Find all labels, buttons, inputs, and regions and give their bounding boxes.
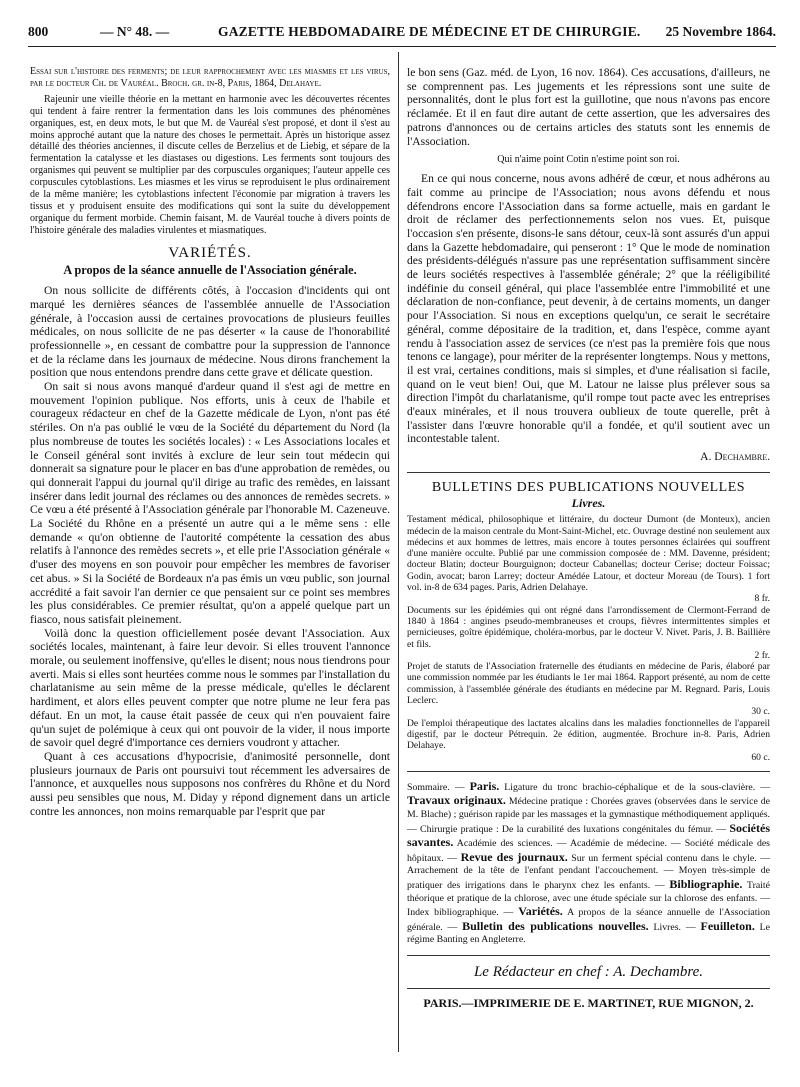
- sommaire-heading: Revue des journaux.: [460, 849, 568, 864]
- article-paragraph-2: On sait si nous avons manqué d'ardeur quand il s'est agi de mettre en mouvement l'opinion publique. Nos efforts, unis à ceux de l'habile et courageux rédacteur en chef de la Gazette médicale de Lyon, n'ont pas été stériles. On n'a pas oublié le vœu de la Société du département du Nord (la plus nombreuse de toutes les sociétés locales) : « Les Associations locales et le Conseil général sont invités à exclure de leur sein tout médecin qui donnerait sa signature pour le placer en bas d'une approbation de remèdes, ou qui donnerait l'appui du journal qu'il dirige au trafic des remèdes, en laissant insérer dans ledit journal des réclames ou des annonces de remèdes secrets. » Ce vœu a été présenté à l'Association générale par l'honorable M. Cazeneuve. La Société du Rhône en a présenté un autre qui a le même sens : elle demande « qu'on obtienne de l'autorité compétente la cessation des abus relatifs à l'annonce des remèdes secrets », et elle prie l'Association générale « d'user des moyens en son pouvoir pour empêcher les membres de favoriser cet abus. » Si la Société de Bordeaux n'a pas émis un vœu public, son journal accrédité a fait savoir l'an dernier ce que pensaient sur ce point ses membres les plus considérables. Ce premier résultat, qu'on a appelé quelque part un fiasco, nous satisfait pleinement.: [30, 380, 390, 626]
- bulletin-entry-text: Projet de statuts de l'Association fraternelle des étudiants en médecine de Paris, élaboré par une commission nommée par les étudiants le 1er mai 1864. Rapport présenté, au nom de cette commission, à l'assemblée générale des étudiants en médecine par M. Regnard. Paris, Louis Leclerc.: [407, 661, 770, 707]
- sommaire-text: Ligature du tronc brachio-céphalique et de la sous-clavière. —: [499, 781, 770, 793]
- left-column: [30, 66, 390, 819]
- sommaire-text: Le régime Banting en Angleterre.: [407, 921, 770, 946]
- journal-title: GAZETTE HEBDOMADAIRE DE MÉDECINE ET DE CHIRURGIE.: [218, 24, 641, 39]
- right-column: [407, 66, 770, 1010]
- separator-rule: [407, 472, 770, 473]
- bulletin-entry-price: 8 fr.: [754, 593, 770, 605]
- section-varietes: VARIÉTÉS.: [168, 244, 252, 261]
- separator-rule: [407, 988, 770, 989]
- bulletin-entry: [407, 718, 770, 763]
- sommaire-text: Livres. —: [648, 921, 701, 933]
- issue-number: — N° 48. —: [100, 24, 170, 39]
- bulletin-entry-price: 30 c.: [751, 706, 770, 718]
- article-paragraph-1: On nous sollicite de différents côtés, à l'occasion d'incidents qui ont marqué les dernières séances de l'assemblée annuelle de l'Association générale, à l'occasion aussi de certaines provocations de plusieurs feuilles médicales, on nous sollicite de ne pas déserter « la cause de l'honorabilité professionnelle », en cessant de combattre pour la suppression de l'annonce et de la réclame dans les journaux de médecine. Nous dirons franchement la position que nous entendons prendre dans cette grave et délicate question.: [30, 284, 390, 380]
- sommaire-heading: Variétés.: [518, 904, 563, 919]
- article-subtitle: A propos de la séance annuelle de l'Association générale.: [63, 263, 357, 278]
- bulletin-entry-text: Documents sur les épidémies qui ont régné dans l'arrondissement de Clermont-Ferrand de 1840 à 1864 : angines pseudo-membraneuses et croups, fièvres intermittentes simples et pernicieuses, goître épidémique, choléra-morbus, par le docteur V. Nivet. Paris, J. B. Baillière et fils.: [407, 604, 770, 650]
- header-rule: [28, 46, 776, 47]
- bulletin-entry: [407, 514, 770, 604]
- sommaire-text: Académie des sciences. — Académie de médecine. — Société médicale des hôpitaux. —: [407, 838, 770, 864]
- sommaire-text: Sur un ferment spécial contenu dans le chyle. — Arrachement de la tête de l'enfant pendant l'accouchement. — Moyen très-simple de pratiquer des irrigations dans le pharynx chez les enfants. —: [407, 852, 770, 891]
- sommaire: [407, 780, 770, 947]
- column-divider: [398, 52, 399, 1052]
- sommaire-heading: Travaux originaux.: [407, 793, 506, 808]
- sommaire-text: Médecine pratique : Chorées graves (observées dans le service de M. Blache) ; guérison rapide par les massages et la gymnastique méthodiquement appliqués. — Chirurgie pratique : De la curabilité des luxations congénitales du fémur. —: [407, 796, 770, 835]
- article-paragraph-4: Quant à ces accusations d'hypocrisie, d'animosité personnelle, dont plusieurs journaux de Paris ont poursuivi tout récemment les adversaires de l'annonce, et auxquelles nous supposons nos confrères du Rhône et du Nord aussi peu sensibles que nous, M. Diday y répond dignement dans un article contre les annonces, non moins remarquable par l'esprit que par: [30, 750, 390, 818]
- article-paragraph-5: En ce qui nous concerne, nous avons adhéré de cœur, et nous adhérons au fait comme au principe de l'Association; nous avons défendu et nous défendrons encore l'Association dans sa forme actuelle, mais en gardant le droit de réclamer des perfectionnements selon nos vues. Et, puisque l'occasion s'en présente, disons-le sans détour, ceux-là sont assurés d'un appui dans la Gazette hebdomadaire, qui penseront : 1° Que le mode de nomination des présidents-délégués n'assure pas une représentation suffisamment sincère de leurs sociétés respectives à l'assemblée générale; 2° que la rééligibilité indéfinie du conseil général, qui place l'assemblée entre l'immobilité et une déclaration de non-confiance, peut devenir, à de certains moments, un danger pour l'Association. Si nous en exceptions quelqu'un, ce serait le secrétaire général, comme dépositaire de la tradition, et, dans l'espèce, comme ayant rendu à l'association assez de services (ce n'est pas la première fois que nous tenons ce langage), pour mériter de la représenter longtemps. Nous y mettons, il est vrai, certaines conditions, mais si simples, et d'une réalisation si facile, quand on le veut bien! Oui, que M. Latour ne laisse plus prélever sous sa direction l'impôt du charlatanisme, qu'il rompe tout pacte avec les entreprises d'eaux minérales, et il nous trouvera oublieux de toute querelle, prêt à l'assister dans l'œuvre honorable qu'il a fondée, et qu'il soutient avec un incontestable talent.: [407, 172, 770, 446]
- imprimerie-line: PARIS.—IMPRIMERIE DE E. MARTINET, RUE MIGNON, 2.: [423, 995, 754, 1010]
- separator-rule: [407, 771, 770, 772]
- essai-body: Rajeunir une vieille théorie en la mettant en harmonie avec les découvertes récentes qui tendent à faire rentrer la fermentation dans les lois communes des phénomènes organiques, est, en deux mots, le but que M. de Vauréal s'est proposé, et dont il s'est au moins approché autant que la nature des choses le permettait. Après un historique assez détaillé des théories anciennes, il discute celles de Berzelius et de Liebig, et sépare de la fermentation la catalysse et les diastases ou digestions. Les ferments sont toujours des organismes qui peuvent se multiplier par des corpuscules organiques; l'auteur appelle ces corpuscules cytoblastions. Les miasmes et les virus se reproduisent le plus ordinairement de la même manière; les cytoblastions infectent l'économie par migration à travers les tissus et y produisent ensuite des modifications qui sont la suite du développement organique du ferment morbide. Chemin faisant, M. de Vauréal touche à divers points de l'histoire générale des maladies virulentes et miasmatiques.: [30, 93, 390, 236]
- sommaire-text: Sommaire. —: [407, 781, 470, 793]
- sommaire-text: A propos de la séance annuelle de l'Association générale. —: [407, 907, 771, 933]
- article-continuation: le bon sens (Gaz. méd. de Lyon, 16 nov. 1864). Ces accusations, d'ailleurs, ne se comprennent pas. Les jugements et les répressions sont une suite de personnalités, dont le plus fort est la guillotine, que nous n'avons pas encore réclamée. Et il en faut dire autant de cette assertion, que les adversaires des patrons d'annonces ou de certains articles des statuts sont les ennemis de l'Association.: [407, 66, 770, 148]
- bulletin-entry: [407, 661, 770, 717]
- bulletin-entry: [407, 605, 770, 661]
- bulletin-entry-text: De l'emploi thérapeutique des lactates alcalins dans les maladies fonctionnelles de l'appareil digestif, par le docteur Pétrequin. 2e édition, augmentée. Brochure in-8. Paris, Adrien Delahaye.: [407, 717, 770, 752]
- bulletin-entry-text: Testament médical, philosophique et littéraire, du docteur Dumont (de Monteux), ancien médecin de la maison centrale du Mont-Saint-Michel, etc. Ouvrage destiné non seulement aux médecins et aux hommes de lettres, mais encore à toutes personnes éclairées qui souffrent d'une manière occulte. Publié par une commission composée de : MM. Davenne, président; docteur Blatin; docteur Bourguignon; docteur Cabanellas; docteur Cerise; docteur Foissac; Godin, avocat; baron Larrey; docteur Amédée Latour, et docteur Moreau (de Tours). 1 fort vol. in-8 de 634 pages. Paris, Adrien Delahaye.: [407, 514, 770, 594]
- livres-heading: Livres.: [571, 495, 606, 510]
- separator-rule: [407, 955, 770, 956]
- sommaire-heading: Bulletin des publications nouvelles.: [462, 918, 649, 933]
- sommaire-heading: Feuilleton.: [700, 918, 755, 933]
- sommaire-heading: Paris.: [469, 778, 500, 793]
- article-signature: A. Dechambre.: [700, 450, 770, 464]
- issue-date: 25 Novembre 1864.: [665, 24, 776, 39]
- sommaire-heading: Sociétés savantes.: [407, 820, 770, 850]
- bulletin-entry-price: 2 fr.: [754, 649, 770, 661]
- quote-line: Qui n'aime point Cotin n'estime point son roi.: [497, 154, 680, 166]
- sommaire-heading: Bibliographie.: [669, 876, 743, 891]
- bulletin-entry-price: 60 c.: [751, 751, 770, 763]
- redacteur-en-chef: Le Rédacteur en chef : A. Dechambre.: [473, 963, 704, 980]
- article-paragraph-3: Voilà donc la question officiellement posée devant l'Association. Aux sociétés locales, maintenant, à faire leur devoir. Si elles trouvent l'annonce morale, ou seulement inoffensive, qu'elles le disent; nous nous tiendrons pour averti. Mais si elles sont heurtées comme nous le sommes par l'installation du charlatanisme au sein même de la presse médicale, qu'elles le déclarent hardiment, et alors elles peuvent compter que notre plume ne leur fera pas défaut. En un mot, la cause était passée de ceux qui n'en pouvaient faire qu'un sujet de polémique à ceux qui ont pouvoir de la vider, il nous importe de savoir quel degré d'importance ces derniers voudront y attacher.: [30, 626, 390, 750]
- sommaire-text: Traité théorique et pratique de la chlorose, avec une étude spéciale sur la chlorose des enfants. — Index bibliographique. —: [407, 879, 770, 919]
- page-header: [28, 22, 776, 44]
- bulletins-title: BULLETINS DES PUBLICATIONS NOUVELLES: [431, 479, 746, 495]
- bulletin-list: [407, 514, 770, 763]
- page-number: 800: [28, 24, 49, 39]
- essai-title: Essai sur l'histoire des ferments; de leur rapprochement avec les miasmes et les virus, par le docteur Ch. de Vauréal. Broch. gr. in-8, Paris, 1864, Delahaye.: [30, 66, 390, 89]
